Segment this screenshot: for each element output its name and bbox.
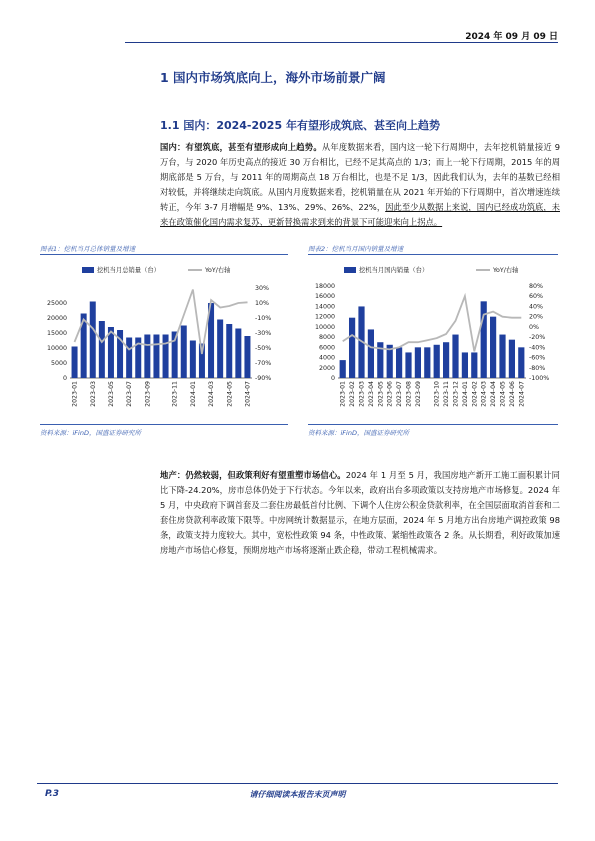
y-tick-label: 14000 (314, 303, 335, 311)
x-tick-label: 2024-02 (471, 381, 479, 407)
x-tick-label: 2023-09 (144, 381, 152, 407)
x-tick-label: 2023-12 (452, 381, 460, 407)
x-tick-label: 2024-05 (499, 381, 507, 407)
bar (144, 335, 150, 379)
x-tick-label: 2023-11 (171, 381, 179, 407)
bar (509, 340, 515, 378)
legend-bar-label: 挖机当月总销量（台） (97, 267, 160, 274)
x-tick-label: 2024-07 (518, 381, 526, 407)
y2-tick-label: -30% (255, 330, 272, 337)
x-tick-label: 2023-09 (414, 381, 422, 407)
y2-tick-label: -50% (255, 345, 272, 352)
x-tick-label: 2023-05 (377, 381, 385, 407)
bar (452, 335, 458, 378)
bar (415, 347, 421, 378)
paragraph-real-estate (160, 468, 560, 558)
bar (90, 302, 96, 379)
report-date: 2024 年 09 月 09 日 (465, 32, 558, 42)
bar (405, 352, 411, 378)
figure1-source: 资料来源：iFinD，国盛证券研究所 (40, 429, 141, 437)
subsection-heading: 1.1 国内：2024-2025 年有望形成筑底、甚至向上趋势 (160, 119, 440, 132)
bar (481, 301, 487, 378)
y-tick-label: 4000 (318, 354, 335, 362)
bar (190, 341, 196, 379)
x-tick-label: 2023-01 (339, 381, 347, 407)
paragraph-lead: 国内：有望筑底，甚至有望形成向上趋势。 (160, 142, 322, 152)
x-tick-label: 2023-03 (358, 381, 366, 407)
x-tick-label: 2023-11 (443, 381, 451, 407)
legend-bar-label: 挖机当月国内销量（台） (359, 267, 429, 274)
footer-divider (37, 783, 558, 784)
y2-tick-label: -100% (529, 375, 550, 382)
y-tick-label: 0 (62, 375, 67, 382)
bar (462, 352, 468, 378)
bar (424, 347, 430, 378)
bar (396, 347, 402, 378)
bar (99, 321, 105, 378)
chart-domestic-excavator-sales (306, 260, 558, 420)
x-tick-label: 2023-01 (71, 381, 79, 407)
bar (499, 335, 505, 378)
y-tick-label: 10000 (46, 345, 67, 352)
y-tick-label: 16000 (314, 293, 335, 301)
paragraph-underlined: 因此至少从数据上来说，国内已经成功筑底，未来在政策催化国内需求复苏、更新替换需求到来的背景下可能迎来向上拐点。 (160, 202, 560, 227)
bar (244, 336, 250, 378)
header-divider (125, 42, 558, 43)
x-tick-label: 2024-04 (490, 381, 498, 407)
x-tick-label: 2024-01 (461, 381, 469, 407)
bar (126, 338, 132, 379)
footer-disclaimer: 请仔细阅读本报告末页声明 (249, 790, 346, 799)
y-tick-label: 0 (330, 375, 335, 382)
x-tick-label: 2023-07 (396, 381, 404, 407)
x-tick-label: 2023-07 (126, 381, 134, 407)
y-tick-label: 5000 (50, 360, 67, 367)
y2-tick-label: -40% (529, 344, 546, 352)
bar (443, 342, 449, 378)
bar (226, 324, 232, 378)
y2-tick-label: 0% (529, 323, 539, 331)
figure2-title: 图表2：挖机当月国内销量及增速 (308, 245, 404, 253)
legend-bar-swatch (344, 267, 356, 273)
x-tick-label: 2023-05 (107, 381, 115, 407)
figure2-source: 资料来源：iFinD，国盛证券研究所 (308, 429, 409, 437)
y-tick-label: 25000 (46, 300, 67, 307)
bar (490, 317, 496, 378)
y-tick-label: 10000 (314, 323, 335, 331)
bar (368, 329, 374, 378)
x-tick-label: 2023-10 (433, 381, 441, 407)
y2-tick-label: 60% (529, 293, 543, 301)
paragraph2-body: 2024 年 1 月至 5 月，我国房地产新开工施工面积累计同比下降-24.20%，房市总体仍处于下行状态。今年以来，政府出台多项政策以支持房地产市场修复。2024 年 5 月，中央政府下调首套及二套住房最低首付比例、下调个人住房公积金贷款利率，在全国层面取消首套和二套住房贷款利率政策下限等。中房网统计数据显示，在地方层面，2024 年 5 月地方出台房地产调控政策 98 条，政策支持力度较大。其中，宽松性政策 94 条，中性政策、紧缩性政策各 2 条。从长期看，利好政策加速房地产市场信心修复，预期房地产市场将逐渐止跌企稳，带动工程机械需求。 (160, 470, 560, 555)
paragraph-domestic (160, 140, 560, 230)
figure2-top-rule (308, 254, 558, 255)
x-tick-label: 2023-04 (367, 381, 375, 407)
bar (217, 320, 223, 379)
x-tick-label: 2023-02 (349, 381, 357, 407)
y-tick-label: 6000 (318, 344, 335, 352)
x-tick-label: 2024-06 (508, 381, 516, 407)
y2-tick-label: 10% (255, 300, 269, 307)
paragraph2-lead: 地产：仍然较弱，但政策利好有望重塑市场信心。 (160, 470, 346, 480)
bar (434, 345, 440, 378)
x-tick-label: 2024-01 (189, 381, 197, 407)
y-tick-label: 20000 (46, 315, 67, 322)
x-tick-label: 2024-07 (244, 381, 252, 407)
y2-tick-label: -60% (529, 354, 546, 362)
bar (235, 329, 241, 379)
y2-tick-label: -80% (529, 364, 546, 372)
y-tick-label: 12000 (314, 313, 335, 321)
section-heading: 1 国内市场筑底向上，海外市场前景广阔 (160, 70, 386, 85)
figure1-top-rule (40, 254, 288, 255)
x-tick-label: 2024-03 (208, 381, 216, 407)
legend-line-label: YoY/右轴 (493, 267, 519, 274)
figure2-bottom-rule (308, 424, 558, 425)
bar (340, 360, 346, 378)
paragraph-body: 从年度数据来看，国内这一轮下行周期中，去年挖机销量接近 9 万台，与 2020 年历史高点的接近 30 万台相比，已经不足其高点的 1/3；而上一轮下行周期，2015 年的周期底部是 5 万台，与 2011 年的周期高点 18 万台相比，也是不足 1/3，因此我们认为，去年的基数已经相对较低，并将继续走向筑底。从国内月度数据来看，挖机销量在从 2021 年开始的下行周期中，首次增速连续转正，今年 3-7 月增幅是 9%、13%、29%、26%、22%， (160, 142, 560, 212)
figure1-bottom-rule (40, 424, 288, 425)
y2-tick-label: -10% (255, 315, 272, 322)
y-tick-label: 8000 (318, 334, 335, 342)
bar (349, 318, 355, 378)
y2-tick-label: -20% (529, 334, 546, 342)
x-tick-label: 2023-08 (405, 381, 413, 407)
y-tick-label: 2000 (318, 364, 335, 372)
x-tick-label: 2024-03 (480, 381, 488, 407)
bar (181, 326, 187, 379)
figure1-title: 图表1：挖机当月总体销量及增速 (40, 245, 136, 253)
y2-tick-label: -90% (255, 375, 272, 382)
y2-tick-label: 30% (255, 285, 269, 292)
y2-tick-label: -70% (255, 360, 272, 367)
y2-tick-label: 20% (529, 313, 543, 321)
x-tick-label: 2024-05 (226, 381, 234, 407)
y-tick-label: 18000 (314, 283, 335, 290)
y-tick-label: 15000 (46, 330, 67, 337)
bar (153, 335, 159, 379)
chart-total-excavator-sales (40, 260, 290, 420)
bar (163, 335, 169, 379)
y2-tick-label: 40% (529, 303, 543, 311)
bar (72, 347, 78, 379)
x-tick-label: 2023-03 (89, 381, 97, 407)
legend-line-label: YoY/右轴 (205, 267, 231, 274)
legend-bar-swatch (82, 267, 94, 273)
y2-tick-label: 80% (529, 283, 543, 290)
page-number: P.3 (45, 789, 59, 799)
bar (471, 352, 477, 378)
bar (518, 347, 524, 378)
x-tick-label: 2023-06 (386, 381, 394, 407)
